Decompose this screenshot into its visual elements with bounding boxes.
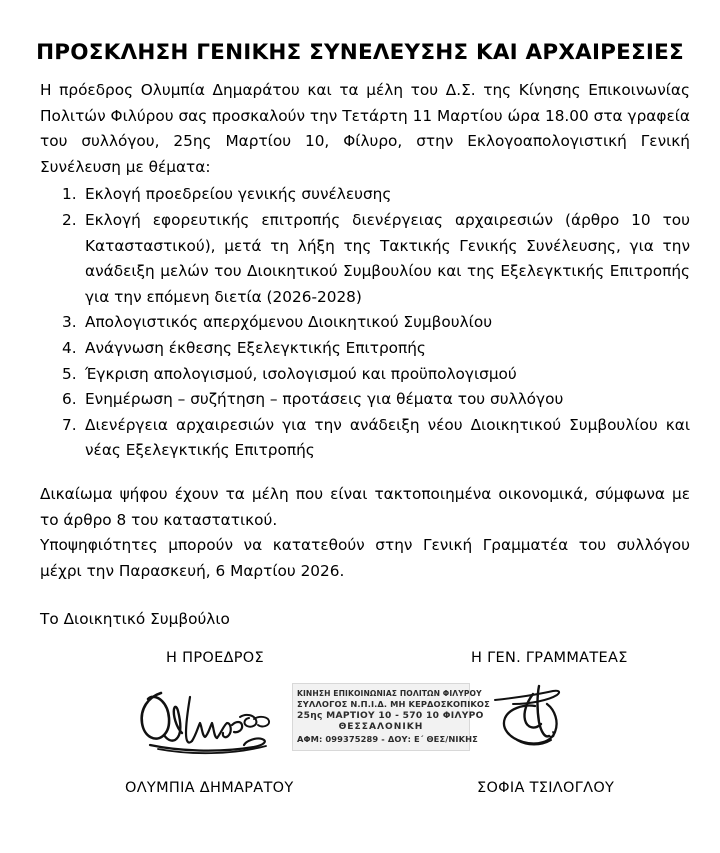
list-item [40, 387, 690, 413]
page-title: ΠΡΟΣΚΛΗΣΗ ΓΕΝΙΚΗΣ ΣΥΝΕΛΕΥΣΗΣ ΚΑΙ ΑΡΧΑΙΡΕΣΙΕΣ [36, 40, 684, 66]
agenda-list [40, 182, 690, 464]
list-item [40, 182, 690, 208]
agenda-item-text: Ανάγνωση έκθεσης Εξελεγκτικής Επιτροπής [85, 338, 426, 357]
signoff-text: Το Διοικητικό Συμβούλιο [40, 610, 230, 629]
list-item [40, 310, 690, 336]
stamp-line-address: 25ης ΜΑΡΤΙΟΥ 10 - 570 10 ΦΙΛΥΡΟ [297, 710, 484, 721]
agenda-item-text: Εκλογή προεδρείου γενικής συνέλευσης [85, 185, 392, 204]
stamp-line-city: ΘΕΣΣΑΛΟΝΙΚΗ [338, 722, 424, 733]
stamp-line-org: ΚΙΝΗΣΗ ΕΠΙΚΟΙΝΩΝΙΑΣ ΠΟΛΙΤΩΝ ΦΙΛΥΡΟΥ [297, 689, 482, 698]
stamp-line-type: ΣΥΛΛΟΓΟΣ Ν.Π.Ι.Δ. ΜΗ ΚΕΡΔΟΣΚΟΠΙΚΟΣ [297, 699, 490, 710]
list-item [40, 362, 690, 388]
list-item [40, 336, 690, 362]
president-role-label: Η ΠΡΟΕΔΡΟΣ [166, 650, 264, 666]
intro-paragraph: Η πρόεδρος Ολυμπία Δημαράτου και τα μέλη του Δ.Σ. της Κίνησης Επικοινωνίας Πολιτών Φιλύρου σας προσκαλούν την Τετάρτη 11 Μαρτίου ώρα 18.00 στα γραφεία του συλλόγου, 25ης Μαρτίου 10, Φίλυρο, στην Εκλογοαπολογιστική Γενική Συνέλευση με θέματα: [40, 81, 690, 176]
signature-area [0, 645, 720, 845]
document-body [40, 78, 690, 633]
stamp-line-tax: ΑΦΜ: 099375289 - ΔΟΥ: Ε΄ ΘΕΣ/ΝΙΚΗΣ [297, 733, 478, 744]
agenda-item-text: Έγκριση απολογισμού, ισολογισμού και προϋπολογισμού [85, 364, 517, 383]
agenda-item-text: Ενημέρωση – συζήτηση – προτάσεις για θέματα του συλλόγου [85, 390, 564, 409]
spacer [40, 584, 690, 607]
list-item [40, 208, 690, 310]
official-stamp [292, 683, 490, 751]
president-signature-icon [128, 683, 288, 767]
agenda-item-text: Εκλογή εφορευτικής επιτροπής διενέργειας αρχαιρεσιών (άρθρο 10 του Κατασταστικού), μετά τη λήξη της Τακτικής Γενικής Συνέλευσης, για την ανάδειξη μελών του Διοικητικού Συμβουλίου και της Εξελεγκτικής Επιτροπής για την επόμενη διετία (2026-2028) [85, 210, 690, 306]
secretary-signature-icon [487, 680, 587, 764]
agenda-item-text: Διενέργεια αρχαιρεσιών για την ανάδειξη νέου Διοικητικού Συμβουλίου και νέας Εξελεγκτικής Επιτροπής [85, 415, 690, 460]
voting-rights-paragraph: Δικαίωμα ψήφου έχουν τα μέλη που είναι τακτοποιημένα οικονομικά, σύμφωνα με το άρθρο 8 του καταστατικού. [40, 484, 690, 529]
list-item [40, 413, 690, 464]
secretary-role-label: Η ΓΕΝ. ΓΡΑΜΜΑΤΕΑΣ [471, 650, 628, 666]
president-name: ΟΛΥΜΠΙΑ ΔΗΜΑΡΑΤΟΥ [125, 780, 294, 796]
candidacies-paragraph: Υποψηφιότητες μπορούν να κατατεθούν στην Γενική Γραμματέα του συλλόγου μέχρι την Παρασκευή, 6 Μαρτίου 2026. [40, 536, 690, 580]
spacer [40, 464, 690, 482]
agenda-item-text: Απολογιστικός απερχόμενου Διοικητικού Συμβουλίου [85, 313, 493, 332]
secretary-name: ΣΟΦΙΑ ΤΣΙΛΟΓΛΟΥ [477, 780, 615, 796]
